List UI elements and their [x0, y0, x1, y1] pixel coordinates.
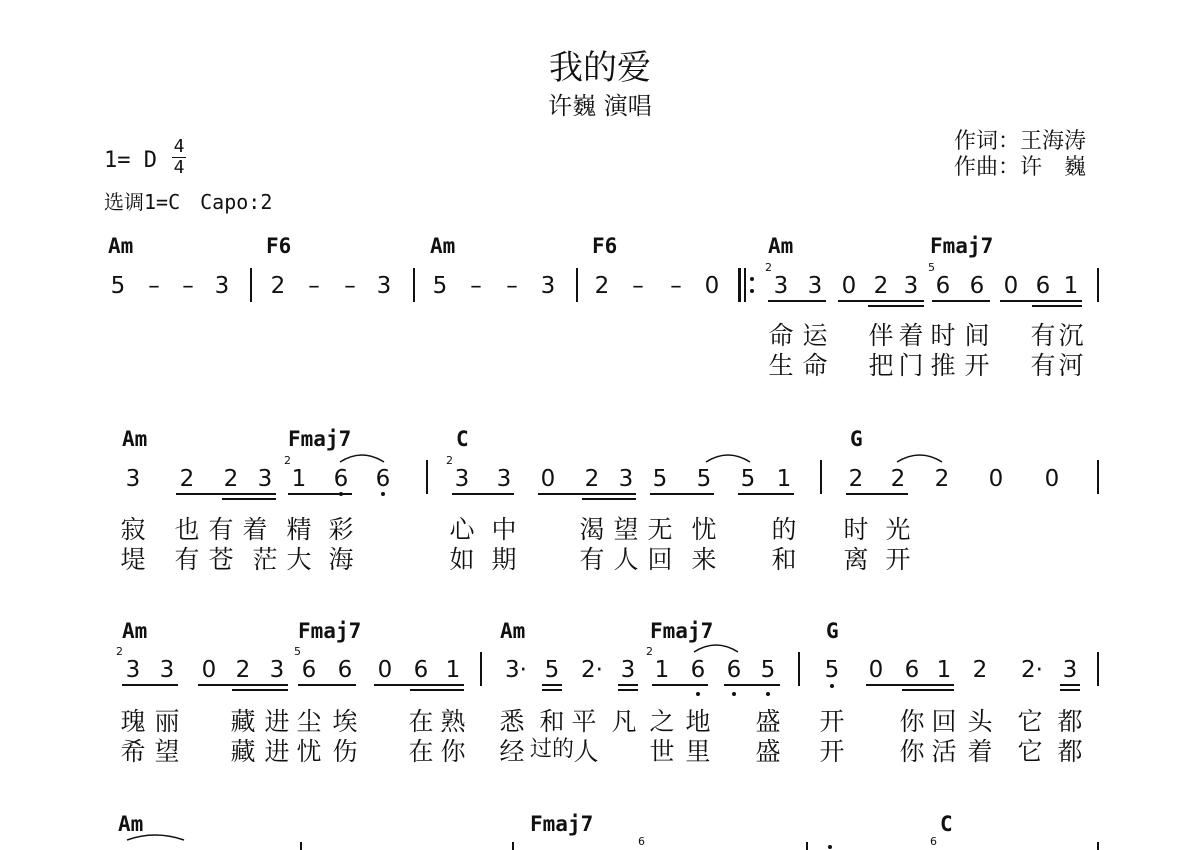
beam	[542, 684, 562, 686]
dash: –	[344, 273, 356, 299]
note: 3	[618, 466, 634, 492]
octave-dot	[339, 492, 343, 496]
note: 2	[594, 273, 610, 299]
note: 5	[740, 466, 756, 492]
lyric: 丽	[154, 707, 180, 736]
lyric: 藏	[230, 737, 256, 766]
beam	[650, 493, 714, 495]
chord-symbol: Am	[500, 619, 526, 643]
note: 3	[257, 466, 273, 492]
lyric: 着	[242, 515, 268, 544]
note: 6	[904, 657, 920, 683]
dash: –	[670, 273, 682, 299]
dash: –	[470, 273, 482, 299]
performer: 许巍 演唱	[548, 92, 652, 120]
note: 5	[544, 657, 560, 683]
note: 6	[969, 273, 985, 299]
barline	[1097, 842, 1099, 850]
lyric: 都	[1057, 707, 1083, 736]
note: 6	[413, 657, 429, 683]
note: 2	[223, 466, 239, 492]
lyric: 你	[899, 737, 925, 766]
note: 3	[214, 273, 230, 299]
lyric: 海	[328, 545, 354, 574]
grace-note: 6	[638, 835, 645, 848]
lyric: 彩	[328, 515, 354, 544]
beam	[846, 493, 908, 495]
note: 2·	[581, 657, 603, 683]
note: 6	[375, 466, 391, 492]
beam	[1000, 300, 1082, 302]
lyric: 熟	[440, 707, 466, 736]
lyric: 人	[573, 737, 599, 766]
lyric: 如	[449, 545, 475, 574]
lyric: 和	[771, 545, 797, 574]
chord-symbol: G	[850, 427, 863, 451]
dash: –	[506, 273, 518, 299]
beam	[738, 493, 794, 495]
beam	[582, 498, 636, 500]
lyric: 时	[843, 515, 869, 544]
slur	[897, 455, 942, 462]
time-signature-bottom: 4	[173, 157, 185, 178]
lyric: 望	[613, 515, 639, 544]
chord-symbol: Am	[430, 234, 456, 258]
beam	[652, 684, 708, 686]
grace-note: 6	[930, 835, 937, 848]
note: 3	[540, 273, 556, 299]
lyric: 都	[1057, 737, 1083, 766]
note: 1	[654, 657, 670, 683]
lyric: 门	[898, 351, 924, 380]
beam	[838, 300, 924, 302]
note: 3	[454, 466, 470, 492]
note: 0	[540, 466, 556, 492]
chord-symbol: Fmaj7	[298, 619, 362, 643]
beam	[298, 684, 356, 686]
barline	[576, 268, 578, 302]
beam	[538, 493, 636, 495]
beam	[618, 689, 638, 691]
barline	[1097, 268, 1099, 302]
note: 0	[704, 273, 720, 299]
beam	[618, 684, 638, 686]
beam	[902, 689, 954, 691]
note: 3	[773, 273, 789, 299]
note: 6	[337, 657, 353, 683]
note: 3	[376, 273, 392, 299]
grace-note: 2	[646, 645, 653, 658]
chord-symbol: F6	[266, 234, 292, 258]
lyric: 生	[768, 351, 794, 380]
lyric: 它	[1017, 707, 1043, 736]
repeat-dot	[750, 277, 754, 281]
lyric: 时	[930, 321, 956, 350]
note: 3	[125, 657, 141, 683]
barline	[480, 652, 482, 686]
beam	[410, 689, 464, 691]
lyric: 盛	[755, 737, 781, 766]
note: 0	[201, 657, 217, 683]
note: 3	[159, 657, 175, 683]
lyric: 着	[898, 321, 924, 350]
chord-symbol: Am	[118, 812, 144, 836]
lyric: 来	[691, 545, 717, 574]
note: 2	[584, 466, 600, 492]
beam	[374, 684, 464, 686]
lyric: 开	[819, 737, 845, 766]
lyric: 你	[899, 707, 925, 736]
lyric: 也	[174, 515, 200, 544]
lyric: 在	[408, 737, 434, 766]
octave-dot	[381, 492, 385, 496]
lyric: 人	[613, 545, 639, 574]
chord-symbol: Fmaj7	[288, 427, 352, 451]
note: 5	[824, 657, 840, 683]
note: 0	[868, 657, 884, 683]
note: 1	[776, 466, 792, 492]
dash: –	[148, 273, 160, 299]
note: 3	[620, 657, 636, 683]
composer-credit: 作曲：许 巍	[954, 155, 1087, 180]
octave-dot	[766, 692, 770, 696]
beam	[866, 684, 954, 686]
beam	[222, 498, 276, 500]
lyric: 开	[885, 545, 911, 574]
lyric: 你	[440, 737, 466, 766]
lyric: 渴	[579, 515, 605, 544]
lyric: 命	[802, 351, 828, 380]
grace-note: 5	[294, 645, 301, 658]
slur	[340, 455, 384, 462]
chord-symbol: Fmaj7	[530, 812, 594, 836]
lyric: 堤	[120, 545, 146, 574]
barline	[413, 268, 415, 302]
beam	[724, 684, 780, 686]
note: 5	[110, 273, 126, 299]
lyric: 回	[647, 545, 673, 574]
song-title: 我的爱	[549, 48, 651, 88]
lyric: 埃	[332, 707, 358, 736]
grace-note: 2	[284, 454, 291, 467]
lyric: 希	[120, 737, 146, 766]
lyric: 离	[843, 545, 869, 574]
grace-note: 5	[928, 261, 935, 274]
note: 3	[125, 466, 141, 492]
repeat-dot	[750, 289, 754, 293]
slur	[706, 455, 750, 462]
lyric: 间	[964, 321, 990, 350]
chord-symbol: Fmaj7	[930, 234, 994, 258]
beam	[232, 689, 288, 691]
note: 2	[235, 657, 251, 683]
note: 0	[377, 657, 393, 683]
note: 3·	[505, 657, 527, 683]
note: 2	[848, 466, 864, 492]
lyric: 有	[174, 545, 200, 574]
capo-info: 选调1=C Capo:2	[104, 190, 273, 214]
barline	[512, 842, 514, 850]
lyric: 运	[802, 321, 828, 350]
barline	[426, 460, 428, 494]
grace-note: 2	[765, 261, 772, 274]
lyric: 把	[868, 351, 894, 380]
lyric: 大	[286, 545, 312, 574]
beam	[768, 300, 826, 302]
octave-dot	[696, 692, 700, 696]
lyric: 里	[685, 737, 711, 766]
note: 6	[1035, 273, 1051, 299]
beam	[1060, 689, 1080, 691]
lyric: 茫	[252, 545, 278, 574]
lyric: 之	[649, 707, 675, 736]
lyric: 瑰	[120, 707, 146, 736]
barline	[798, 652, 800, 686]
lyric: 有	[1030, 351, 1056, 380]
time-signature-top: 4	[173, 136, 185, 157]
lyric: 世	[649, 737, 675, 766]
beam	[868, 305, 924, 307]
note: 5	[652, 466, 668, 492]
lyric: 河	[1058, 351, 1084, 380]
key-signature: 1= D	[104, 148, 157, 173]
lyric: 凡	[611, 707, 637, 736]
lyric: 和	[539, 707, 565, 736]
beam	[932, 300, 990, 302]
note: 6	[726, 657, 742, 683]
beam	[176, 493, 276, 495]
lyric: 盛	[755, 707, 781, 736]
note: 6	[301, 657, 317, 683]
grace-note: 2	[446, 454, 453, 467]
note: 2·	[1021, 657, 1043, 683]
barline	[250, 268, 252, 302]
lyric: 有	[1030, 321, 1056, 350]
lyric: 悉	[499, 707, 525, 736]
note: 3	[1062, 657, 1078, 683]
beam	[122, 684, 178, 686]
lyric: 寂	[120, 515, 146, 544]
note: 6	[690, 657, 706, 683]
chord-symbol: F6	[592, 234, 618, 258]
lyric: 推	[930, 351, 956, 380]
lyric: 进	[264, 707, 290, 736]
note: 3	[269, 657, 285, 683]
slur	[694, 645, 738, 652]
barline	[1097, 652, 1099, 686]
lyricist-credit: 作词：王海涛	[954, 129, 1087, 154]
lyric: 精	[286, 515, 312, 544]
lyric: 回	[931, 707, 957, 736]
note: 2	[890, 466, 906, 492]
note: 2	[873, 273, 889, 299]
note: 2	[270, 273, 286, 299]
beam	[1032, 305, 1082, 307]
lyric: 头	[967, 707, 993, 736]
beam	[452, 493, 514, 495]
lyric: 望	[154, 737, 180, 766]
lyric: 无	[647, 515, 673, 544]
chord-symbol: Fmaj7	[650, 619, 714, 643]
lyric: 伤	[332, 737, 358, 766]
barline	[1097, 460, 1099, 494]
note: 3	[496, 466, 512, 492]
note: 0	[988, 466, 1004, 492]
note: 0	[841, 273, 857, 299]
lyric: 它	[1017, 737, 1043, 766]
lyric: 在	[408, 707, 434, 736]
note: 1	[936, 657, 952, 683]
note: 0	[1003, 273, 1019, 299]
octave-dot	[828, 845, 832, 849]
chord-symbol: Am	[108, 234, 134, 258]
barline	[300, 842, 302, 850]
lyric: 开	[964, 351, 990, 380]
note: 1	[291, 466, 307, 492]
lyric: 期	[491, 545, 517, 574]
lyric: 平	[571, 707, 597, 736]
note: 3	[807, 273, 823, 299]
repeat-thin-barline	[744, 268, 746, 302]
lyric: 有	[208, 515, 234, 544]
dash: –	[182, 273, 194, 299]
lyric: 藏	[230, 707, 256, 736]
beam	[542, 689, 562, 691]
lyric: 命	[768, 321, 794, 350]
lyric: 过的	[529, 737, 575, 762]
note: 1	[1063, 273, 1079, 299]
dash: –	[632, 273, 644, 299]
beam	[1060, 684, 1080, 686]
octave-dot	[830, 684, 834, 688]
beam	[198, 684, 288, 686]
lyric: 进	[264, 737, 290, 766]
note: 6	[935, 273, 951, 299]
lyric: 尘	[296, 707, 322, 736]
lyric: 忧	[296, 737, 322, 766]
lyric: 着	[967, 737, 993, 766]
note: 6	[333, 466, 349, 492]
note: 3	[903, 273, 919, 299]
lyric: 有	[579, 545, 605, 574]
lyric: 中	[491, 515, 517, 544]
lyric: 活	[931, 737, 957, 766]
lyric: 开	[819, 707, 845, 736]
chord-symbol: Am	[122, 427, 148, 451]
note: 0	[1044, 466, 1060, 492]
lyric: 伴	[868, 321, 894, 350]
lyric: 经	[499, 737, 525, 766]
chord-symbol: Am	[122, 619, 148, 643]
note: 5	[696, 466, 712, 492]
lyric: 苍	[208, 545, 234, 574]
barline	[820, 460, 822, 494]
repeat-thick-barline	[738, 268, 741, 302]
lyric: 忧	[691, 515, 717, 544]
note: 5	[760, 657, 776, 683]
lyric: 沉	[1058, 321, 1084, 350]
chord-symbol: C	[940, 812, 953, 836]
note: 2	[972, 657, 988, 683]
lyric: 光	[885, 515, 911, 544]
lyric: 心	[449, 515, 475, 544]
lyric: 地	[685, 707, 711, 736]
chord-symbol: Am	[768, 234, 794, 258]
chord-symbol: C	[456, 427, 469, 451]
octave-dot	[732, 692, 736, 696]
barline	[806, 842, 808, 850]
note: 1	[445, 657, 461, 683]
note: 2	[934, 466, 950, 492]
dash: –	[308, 273, 320, 299]
note: 2	[179, 466, 195, 492]
chord-symbol: G	[826, 619, 839, 643]
grace-note: 2	[116, 645, 123, 658]
note: 5	[432, 273, 448, 299]
lyric: 的	[771, 515, 797, 544]
